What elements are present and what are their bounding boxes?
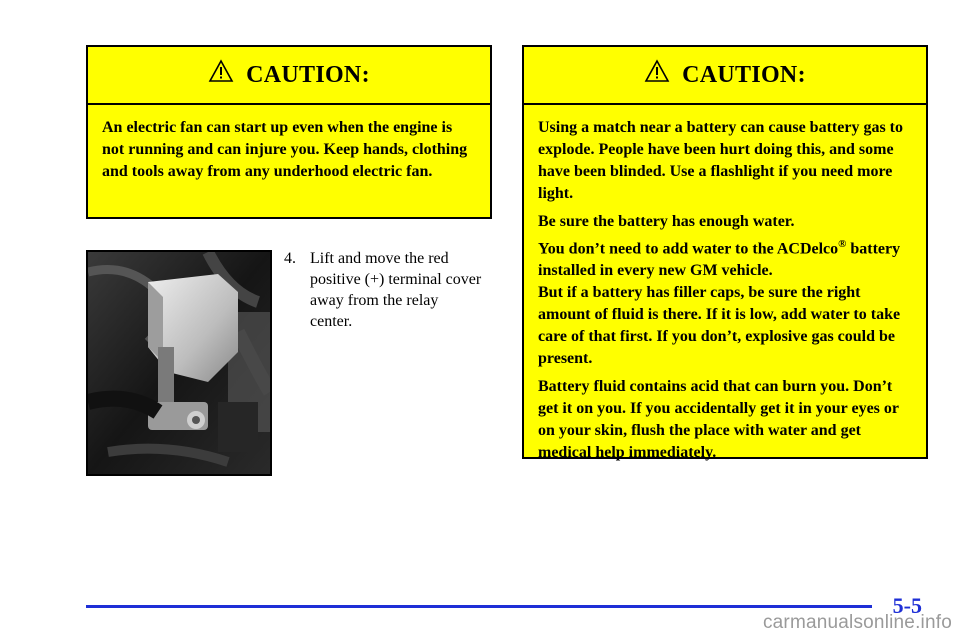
caution-box-fan — [86, 45, 492, 219]
caution-paragraph-match: Using a match near a battery can cause battery gas to explode. People have been hurt doing this, and some have been blinded. Use a flashlight if you need more light. — [538, 119, 903, 202]
water-line-2b: battery installed in every new GM vehicle. — [538, 240, 901, 280]
caution-paragraph-acid: Battery fluid contains acid that can burn you. Don’t get it on you. If you accidentally get it in your eyes or on your skin, flush the place with water and get medical help immediately. — [538, 378, 899, 462]
battery-photo-illustration — [88, 252, 270, 474]
water-line-1: Be sure the battery has enough water. — [538, 213, 795, 230]
step-text: Lift and move the red positive (+) terminal cover away from the relay center. — [310, 250, 482, 330]
page-number: 5-5 — [892, 593, 922, 618]
step-number: 4. — [284, 250, 296, 267]
battery-terminal-photo — [86, 250, 272, 476]
registered-mark: ® — [838, 238, 847, 250]
caution-body — [524, 105, 926, 464]
caution-header — [524, 47, 926, 105]
caution-title: CAUTION: — [246, 61, 370, 88]
water-line-2a: You don’t need to add water to the ACDelco — [538, 240, 839, 258]
footer-rule — [86, 605, 872, 608]
caution-text: An electric fan can start up even when the engine is not running and can injure you. Keep hands, clothing and tools away from any underhood electric fan. — [102, 119, 468, 180]
water-line-3: But if a battery has filler caps, be sure the right amount of fluid is there. If it is low, add water to take care of that first. If you don’t, explosive gas could be present. — [538, 284, 901, 368]
caution-title: CAUTION: — [682, 61, 806, 88]
caution-paragraph-water — [538, 211, 912, 370]
warning-triangle-icon — [644, 59, 670, 83]
watermark: carmanualsonline.info — [762, 612, 952, 633]
procedure-step — [284, 248, 484, 332]
caution-body — [88, 105, 490, 183]
warning-triangle-icon — [208, 59, 234, 83]
caution-header — [88, 47, 490, 105]
caution-box-battery — [522, 45, 928, 462]
